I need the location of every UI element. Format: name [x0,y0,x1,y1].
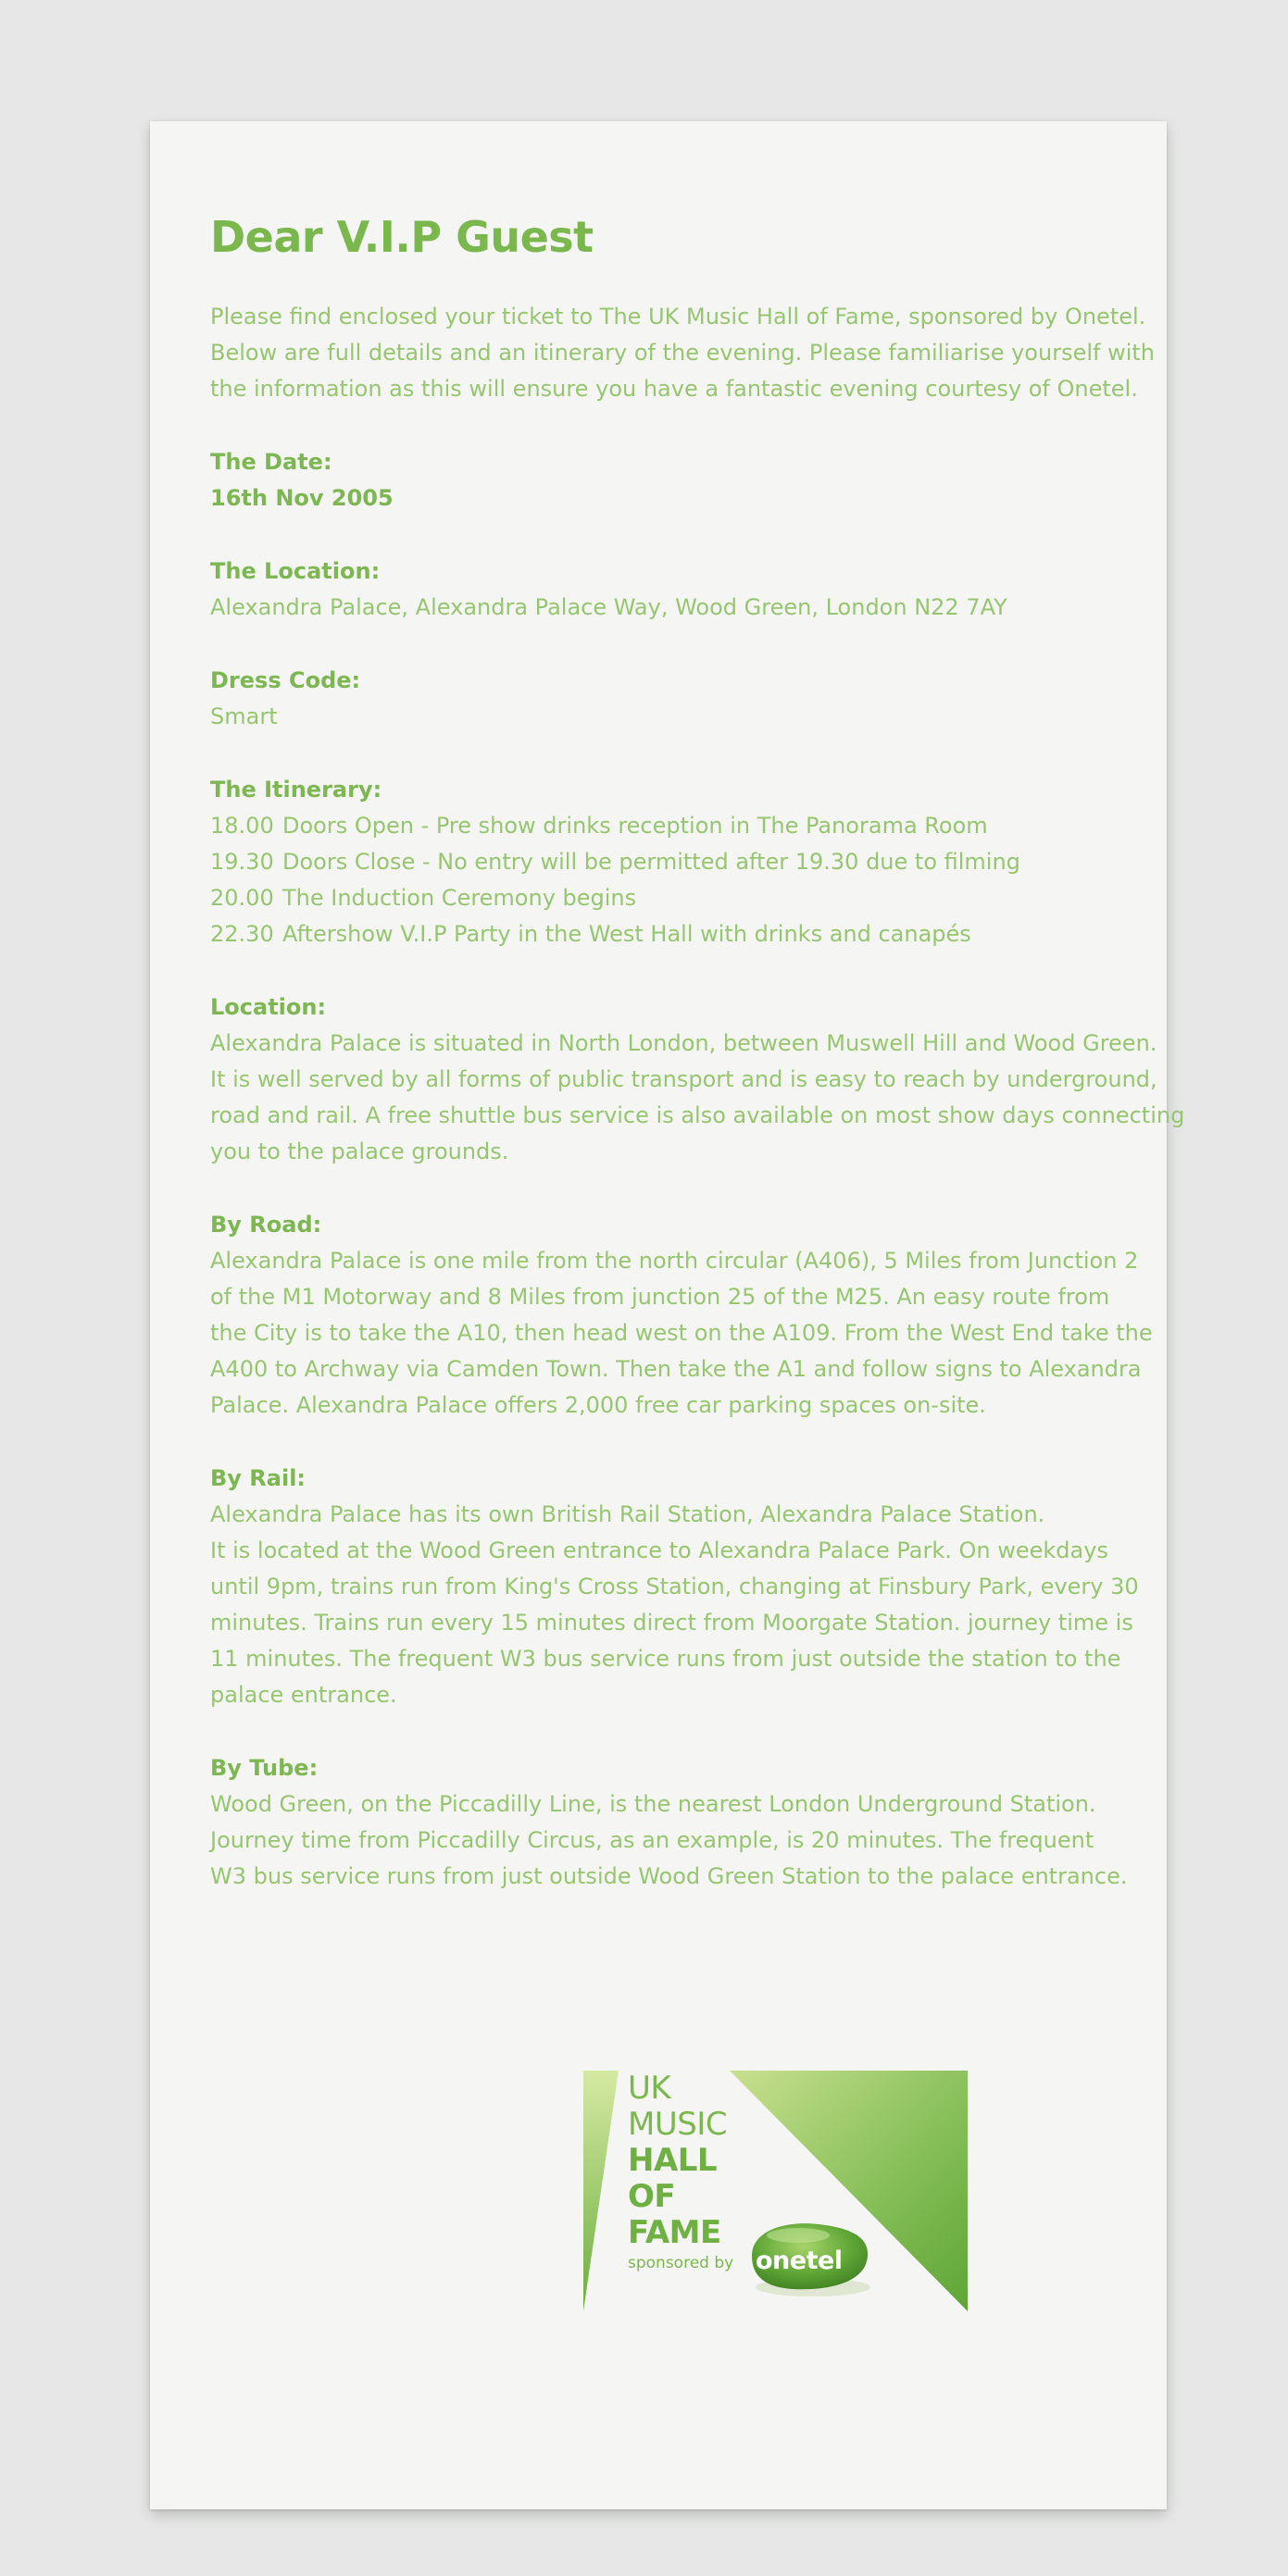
by-tube-heading: By Tube: [210,1755,319,1781]
location-info-line: It is well served by all forms of public transport and is easy to reach by underground, [210,1066,1157,1092]
logo-line-fame: FAME [628,2214,721,2251]
by-rail-section [210,1461,1145,1713]
by-tube-line: Journey time from Piccadilly Circus, as an example, is 20 minutes. The frequent [210,1827,1094,1853]
itinerary-time: 18.00 [210,813,274,839]
intro-line: Please find enclosed your ticket to The UK Music Hall of Fame, sponsored by Onetel. [210,304,1146,330]
itinerary-time: 22.30 [210,921,274,947]
logo-line-music: MUSIC [628,2106,728,2143]
by-rail-line: 11 minutes. The frequent W3 bus service runs from just outside the station to the [210,1646,1121,1672]
location-info-line: you to the palace grounds. [210,1139,509,1164]
location-info-line: road and rail. A free shuttle bus service is also available on most show days connecting [210,1102,1185,1128]
by-rail-line: palace entrance. [210,1682,397,1708]
venue-heading: The Location: [210,558,381,584]
date-heading: The Date: [210,449,332,475]
letter-content [210,212,1185,1895]
itinerary-time: 19.30 [210,849,274,875]
itinerary-item [210,916,1145,952]
logo-wordmark [628,2071,727,2251]
uk-music-hall-of-fame-logo [583,2071,968,2311]
itinerary-section [210,772,1145,952]
itinerary-desc: Aftershow V.I.P Party in the West Hall with drinks and canapés [282,921,971,947]
itinerary-desc: Doors Close - No entry will be permitted after 19.30 due to filming [282,849,1020,875]
itinerary-desc: Doors Open - Pre show drinks reception in The Panorama Room [282,813,988,839]
itinerary-heading: The Itinerary: [210,777,382,803]
date-value: 16th Nov 2005 [210,485,394,511]
by-rail-line: It is located at the Wood Green entrance to Alexandra Palace Park. On weekdays [210,1537,1108,1563]
by-road-section [210,1207,1153,1424]
by-road-line: A400 to Archway via Camden Town. Then take the A1 and follow signs to Alexandra [210,1356,1142,1382]
by-road-heading: By Road: [210,1212,322,1238]
by-road-line: Palace. Alexandra Palace offers 2,000 free car parking spaces on-site. [210,1392,986,1418]
by-tube-section [210,1750,1145,1895]
date-section [210,444,1145,516]
logo-line-hall: HALL [628,2142,718,2179]
logo-line-uk: UK [628,2070,671,2107]
by-rail-line: Alexandra Palace has its own British Rail Station, Alexandra Palace Station. [210,1501,1045,1527]
itinerary-time: 20.00 [210,885,274,911]
by-tube-line: Wood Green, on the Piccadilly Line, is the nearest London Underground Station. [210,1791,1096,1817]
by-road-line: of the M1 Motorway and 8 Miles from junction 25 of the M25. An easy route from [210,1284,1110,1310]
page-title: Dear V.I.P Guest [210,212,594,262]
location-info-section [210,989,1185,1170]
logo-line-of: OF [628,2178,676,2215]
intro-line: Below are full details and an itinerary of the evening. Please familiarise yourself with [210,340,1155,366]
dress-code-value: Smart [210,703,278,729]
logo-left-triangle [583,2071,619,2311]
location-info-heading: Location: [210,994,327,1020]
itinerary-item [210,844,1145,880]
by-road-line: the City is to take the A10, then head west on the A109. From the West End take the [210,1320,1153,1346]
by-road-line: Alexandra Palace is one mile from the north circular (A406), 5 Miles from Junction 2 [210,1248,1139,1274]
itinerary-item [210,808,1145,844]
by-rail-line: minutes. Trains run every 15 minutes direct from Moorgate Station. journey time is [210,1610,1133,1636]
by-rail-heading: By Rail: [210,1465,306,1491]
dress-code-heading: Dress Code: [210,667,361,693]
intro-line: the information as this will ensure you have a fantastic evening courtesy of Onetel. [210,376,1138,402]
venue-section [210,554,1145,626]
location-info-line: Alexandra Palace is situated in North London, between Muswell Hill and Wood Green. [210,1030,1157,1056]
venue-address: Alexandra Palace, Alexandra Palace Way, Wood Green, London N22 7AY [210,594,1007,620]
sponsored-by-label: sponsored by [628,2254,734,2272]
by-tube-line: W3 bus service runs from just outside Wood Green Station to the palace entrance. [210,1863,1128,1889]
itinerary-desc: The Induction Ceremony begins [282,885,637,911]
by-rail-line: until 9pm, trains run from King's Cross Station, changing at Finsbury Park, every 30 [210,1574,1139,1599]
intro-paragraph [210,299,1155,407]
onetel-highlight [767,2228,830,2243]
onetel-brand-label: onetel [756,2246,843,2275]
dress-code-section [210,663,1145,735]
itinerary-item [210,880,1145,916]
